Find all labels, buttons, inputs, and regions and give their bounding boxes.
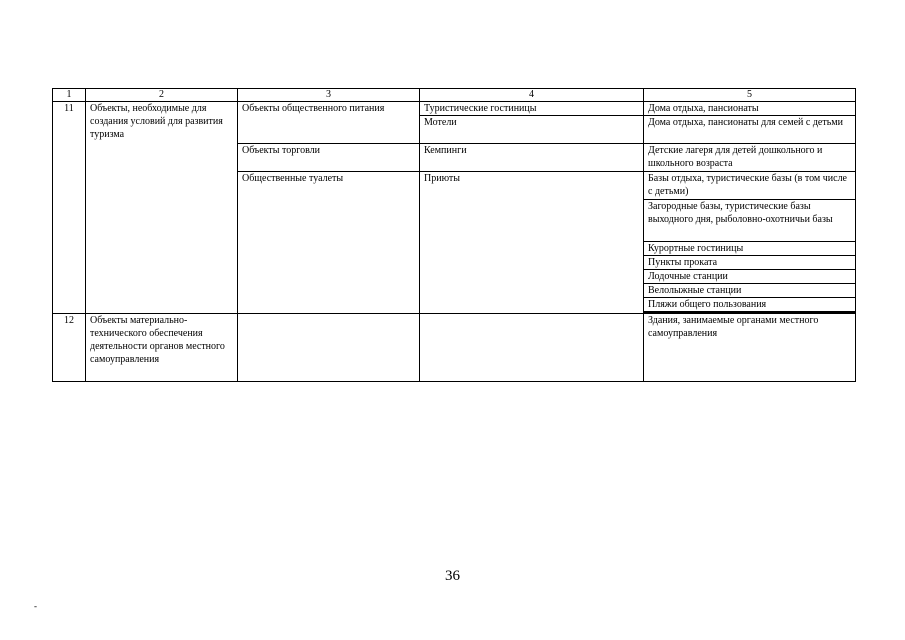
header-col-1: 1 [53, 89, 86, 102]
page-number: 36 [445, 568, 460, 584]
header-col-3: 3 [238, 89, 420, 102]
row11-col4-item: Туристические гостиницы [420, 102, 644, 116]
row11-col3-item: Объекты торговли [238, 144, 420, 172]
row11-object: Объекты, необходимые для создания условий для развития туризма [86, 102, 238, 314]
row11-col3-item: Объекты общественного питания [238, 102, 420, 144]
row12-number: 12 [53, 314, 86, 382]
row11-col4-item: Кемпинги [420, 144, 644, 172]
table-row [53, 314, 856, 382]
stray-mark: - [34, 601, 37, 611]
row11-col5-item: Дома отдыха, пансионаты [644, 102, 856, 116]
table-row [53, 102, 856, 116]
row12-col5: Здания, занимаемые органами местного самоуправления [644, 314, 856, 382]
row12-col4 [420, 314, 644, 382]
row12-col3 [238, 314, 420, 382]
header-col-5: 5 [644, 89, 856, 102]
row11-col3-item: Общественные туалеты [238, 172, 420, 314]
row11-col5-item: Загородные базы, туристические базы выходного дня, рыболовно-охотничьи базы [644, 200, 856, 242]
row11-col5-item: Детские лагеря для детей дошкольного и школьного возраста [644, 144, 856, 172]
row11-col5-item: Пляжи общего пользования [644, 298, 856, 313]
row11-number: 11 [53, 102, 86, 314]
header-col-4: 4 [420, 89, 644, 102]
row11-col5-item: Пункты проката [644, 256, 856, 270]
row12-object: Объекты материально-технического обеспечения деятельности органов местного самоуправления [86, 314, 238, 382]
row11-col5-item: Дома отдыха, пансионаты для семей с детьми [644, 116, 856, 144]
row11-col5-item: Велолыжные станции [644, 284, 856, 298]
row11-col5-item: Базы отдыха, туристические базы (в том числе с детьми) [644, 172, 856, 200]
row11-col5-item: Курортные гостиницы [644, 242, 856, 256]
row11-col5-item: Лодочные станции [644, 270, 856, 284]
regulation-table [52, 88, 856, 382]
header-col-2: 2 [86, 89, 238, 102]
row11-col4-item: Мотели [420, 116, 644, 144]
header-row [53, 89, 856, 102]
row11-col4-item: Приюты [420, 172, 644, 314]
